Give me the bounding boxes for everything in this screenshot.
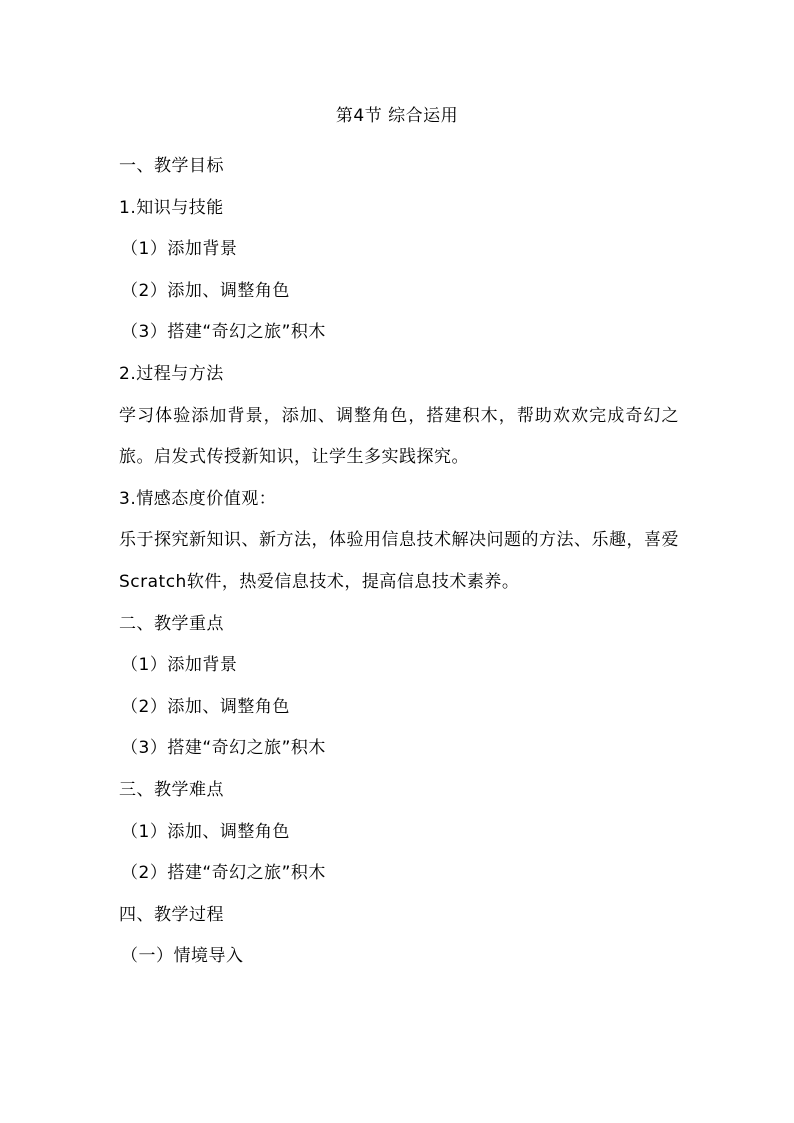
list-item: （1）添加背景 [121,655,238,676]
paragraph-attitude: 乐于探究新知识、新方法，体验用信息技术解决问题的方法、乐趣，喜爱Scratch软件，热爱信息技术，提高信息技术素养。 [119,530,679,592]
section-heading-process: 四、教学过程 [119,904,224,925]
list-item: （3）搭建“奇幻之旅”积木 [121,322,326,343]
paragraph-process: 学习体验添加背景，添加、调整角色，搭建积木，帮助欢欢完成奇幻之旅。启发式传授新知识，让学生多实践探究。 [119,405,679,468]
section-heading-difficulties: 三、教学难点 [119,779,224,800]
list-item: （1）添加背景 [121,239,238,260]
list-item: （2）搭建“奇幻之旅”积木 [121,863,326,884]
list-item: （3）搭建“奇幻之旅”积木 [121,738,326,759]
subheading-knowledge-skills: 1.知识与技能 [119,197,224,218]
subheading-intro: （一）情境导入 [121,946,244,967]
section-heading-key-points: 二、教学重点 [119,613,224,634]
subheading-process-method: 2.过程与方法 [119,363,224,384]
list-item: （2）添加、调整角色 [121,280,290,301]
document-title: 第4节 综合运用 [335,106,459,126]
document-body [119,146,679,978]
section-heading-objectives: 一、教学目标 [119,156,224,176]
subheading-attitude-values: 3.情感态度价值观： [119,488,277,509]
list-item: （2）添加、调整角色 [121,696,290,717]
list-item: （1）添加、调整角色 [121,821,290,842]
